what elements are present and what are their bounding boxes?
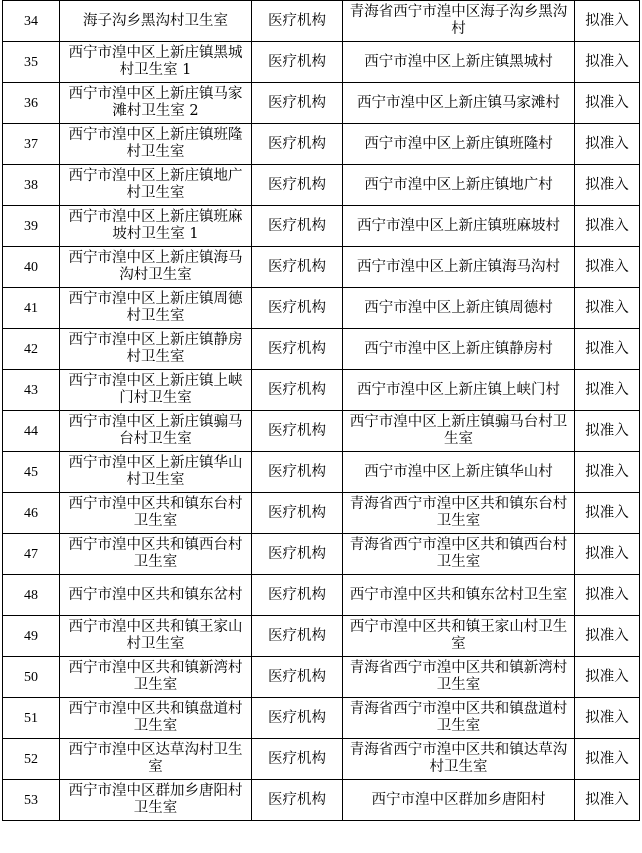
institution-name: 西宁市湟中区共和镇东台村卫生室 [60,493,252,534]
approval-status: 拟准入 [575,370,640,411]
row-number: 44 [3,411,60,452]
table-row [3,1,640,42]
table-row [3,165,640,206]
institution-name: 西宁市湟中区上新庄镇马家滩村卫生室 2 [60,83,252,124]
institution-address: 西宁市湟中区上新庄镇骟马台村卫生室 [343,411,575,452]
institution-type: 医疗机构 [252,247,343,288]
row-number: 48 [3,575,60,616]
institution-name: 西宁市湟中区群加乡唐阳村卫生室 [60,780,252,821]
institution-type: 医疗机构 [252,739,343,780]
row-number: 53 [3,780,60,821]
institution-address: 西宁市湟中区共和镇东岔村卫生室 [343,575,575,616]
table-row [3,534,640,575]
institution-type: 医疗机构 [252,83,343,124]
institution-type: 医疗机构 [252,1,343,42]
institution-address: 青海省西宁市湟中区共和镇盘道村卫生室 [343,698,575,739]
institution-address: 青海省西宁市湟中区共和镇东台村卫生室 [343,493,575,534]
table-body [3,1,640,821]
table-row [3,657,640,698]
institution-name: 西宁市湟中区共和镇王家山村卫生室 [60,616,252,657]
table-row [3,370,640,411]
institution-type: 医疗机构 [252,575,343,616]
table-row [3,42,640,83]
institution-name: 西宁市湟中区共和镇盘道村卫生室 [60,698,252,739]
institution-address: 西宁市湟中区上新庄镇地广村 [343,165,575,206]
institution-type: 医疗机构 [252,165,343,206]
institution-name: 西宁市湟中区上新庄镇静房村卫生室 [60,329,252,370]
institution-address: 西宁市湟中区上新庄镇周德村 [343,288,575,329]
approval-status: 拟准入 [575,288,640,329]
row-number: 36 [3,83,60,124]
approval-status: 拟准入 [575,206,640,247]
institution-address: 西宁市湟中区上新庄镇海马沟村 [343,247,575,288]
institution-address: 西宁市湟中区上新庄镇静房村 [343,329,575,370]
institution-type: 医疗机构 [252,452,343,493]
institution-address: 青海省西宁市湟中区共和镇西台村卫生室 [343,534,575,575]
row-number: 39 [3,206,60,247]
institution-address: 青海省西宁市湟中区海子沟乡黑沟村 [343,1,575,42]
institution-type: 医疗机构 [252,698,343,739]
row-number: 35 [3,42,60,83]
approval-status: 拟准入 [575,780,640,821]
approval-status: 拟准入 [575,165,640,206]
table-row [3,452,640,493]
approval-status: 拟准入 [575,411,640,452]
approval-status: 拟准入 [575,42,640,83]
institution-type: 医疗机构 [252,780,343,821]
institution-type: 医疗机构 [252,370,343,411]
institution-address: 西宁市湟中区共和镇王家山村卫生室 [343,616,575,657]
institution-address: 西宁市湟中区上新庄镇班隆村 [343,124,575,165]
institution-address: 西宁市湟中区上新庄镇班麻坡村 [343,206,575,247]
institution-table [2,0,640,821]
institution-name: 西宁市湟中区上新庄镇海马沟村卫生室 [60,247,252,288]
institution-type: 医疗机构 [252,534,343,575]
table-row [3,739,640,780]
institution-name: 西宁市湟中区上新庄镇黑城村卫生室 1 [60,42,252,83]
table-row [3,124,640,165]
institution-type: 医疗机构 [252,206,343,247]
approval-status: 拟准入 [575,657,640,698]
row-number: 46 [3,493,60,534]
approval-status: 拟准入 [575,83,640,124]
table-row [3,329,640,370]
row-number: 45 [3,452,60,493]
table-row [3,616,640,657]
table-row [3,411,640,452]
table-row [3,698,640,739]
approval-status: 拟准入 [575,534,640,575]
institution-name: 西宁市湟中区共和镇西台村卫生室 [60,534,252,575]
institution-name: 西宁市湟中区上新庄镇班隆村卫生室 [60,124,252,165]
institution-name: 西宁市湟中区上新庄镇华山村卫生室 [60,452,252,493]
row-number: 37 [3,124,60,165]
table-row [3,206,640,247]
institution-name: 西宁市湟中区上新庄镇周德村卫生室 [60,288,252,329]
row-number: 49 [3,616,60,657]
row-number: 43 [3,370,60,411]
row-number: 47 [3,534,60,575]
institution-type: 医疗机构 [252,42,343,83]
institution-address: 青海省西宁市湟中区共和镇新湾村卫生室 [343,657,575,698]
institution-type: 医疗机构 [252,616,343,657]
institution-address: 西宁市湟中区群加乡唐阳村 [343,780,575,821]
row-number: 38 [3,165,60,206]
row-number: 42 [3,329,60,370]
institution-type: 医疗机构 [252,493,343,534]
institution-address: 西宁市湟中区上新庄镇黑城村 [343,42,575,83]
row-number: 41 [3,288,60,329]
row-number: 34 [3,1,60,42]
table-row [3,575,640,616]
approval-status: 拟准入 [575,247,640,288]
institution-type: 医疗机构 [252,329,343,370]
table-row [3,83,640,124]
institution-name: 西宁市湟中区上新庄镇班麻坡村卫生室 1 [60,206,252,247]
approval-status: 拟准入 [575,493,640,534]
approval-status: 拟准入 [575,452,640,493]
table-row [3,288,640,329]
institution-name: 西宁市湟中区达草沟村卫生室 [60,739,252,780]
institution-name: 西宁市湟中区共和镇新湾村卫生室 [60,657,252,698]
row-number: 52 [3,739,60,780]
institution-type: 医疗机构 [252,288,343,329]
row-number: 50 [3,657,60,698]
institution-type: 医疗机构 [252,124,343,165]
institution-name: 西宁市湟中区上新庄镇骟马台村卫生室 [60,411,252,452]
approval-status: 拟准入 [575,575,640,616]
institution-address: 青海省西宁市湟中区共和镇达草沟村卫生室 [343,739,575,780]
approval-status: 拟准入 [575,329,640,370]
institution-name: 西宁市湟中区上新庄镇地广村卫生室 [60,165,252,206]
institution-address: 西宁市湟中区上新庄镇马家滩村 [343,83,575,124]
approval-status: 拟准入 [575,124,640,165]
row-number: 40 [3,247,60,288]
institution-type: 医疗机构 [252,657,343,698]
institution-name: 西宁市湟中区共和镇东岔村 [60,575,252,616]
institution-name: 海子沟乡黑沟村卫生室 [60,1,252,42]
institution-type: 医疗机构 [252,411,343,452]
approval-status: 拟准入 [575,698,640,739]
institution-name: 西宁市湟中区上新庄镇上峡门村卫生室 [60,370,252,411]
institution-address: 西宁市湟中区上新庄镇华山村 [343,452,575,493]
approval-status: 拟准入 [575,739,640,780]
approval-status: 拟准入 [575,1,640,42]
institution-address: 西宁市湟中区上新庄镇上峡门村 [343,370,575,411]
table-row [3,247,640,288]
table-row [3,493,640,534]
row-number: 51 [3,698,60,739]
table-row [3,780,640,821]
approval-status: 拟准入 [575,616,640,657]
